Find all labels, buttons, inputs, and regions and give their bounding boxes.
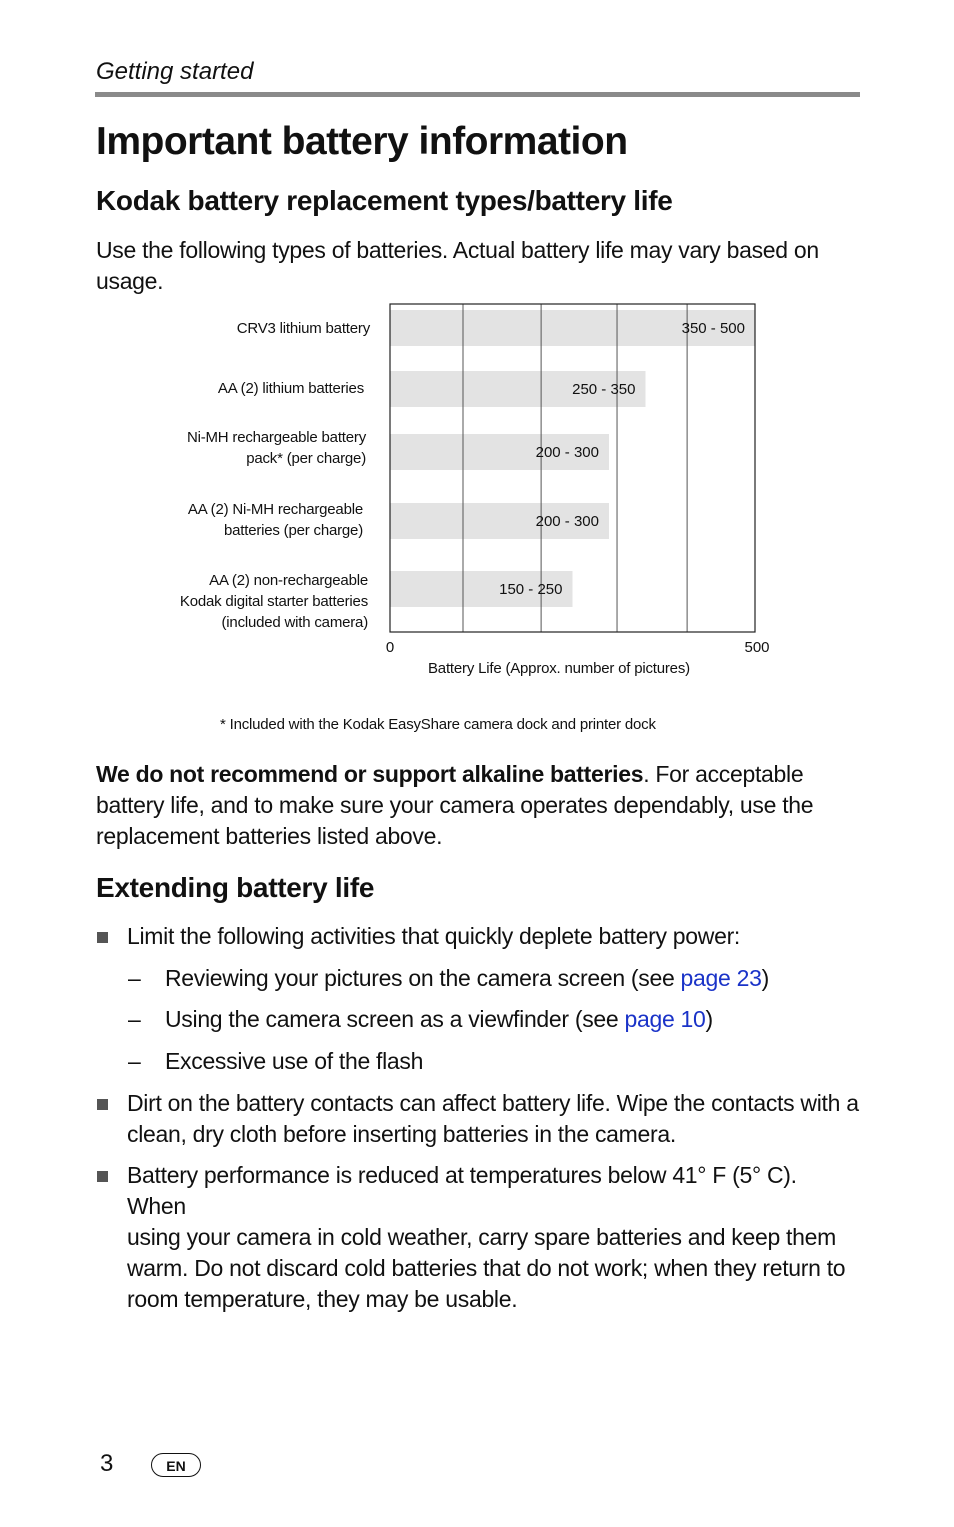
chart-footnote: * Included with the Kodak EasyShare camera dock and printer dock bbox=[220, 716, 656, 733]
bullet-item bbox=[96, 1088, 861, 1150]
sub-item-text: Excessive use of the flash bbox=[165, 1048, 424, 1074]
chart-category-label: AA (2) Ni-MH rechargeable batteries (per charge) bbox=[187, 501, 363, 539]
section-header: Getting started bbox=[96, 58, 254, 85]
chart-category-label: AA (2) lithium batteries bbox=[217, 379, 364, 397]
bullet-text: Battery performance is reduced at temperatures below 41° F (5° C). When using your camera in cold weather, carry spare batteries and keep them warm. Do not discard cold batteries that do not work; when they return to room temperature, they may be usable. bbox=[127, 1162, 846, 1312]
chart-tick-label: 500 bbox=[744, 639, 770, 656]
alkaline-line3: replacement batteries listed above. bbox=[96, 823, 443, 849]
chart-category-label: Ni-MH rechargeable battery pack* (per charge) bbox=[186, 429, 366, 467]
chart-data-label: 200 - 300 bbox=[535, 444, 599, 461]
bullet-item bbox=[96, 1160, 861, 1312]
alkaline-line2: battery life, and to make sure your camera operates dependably, use the bbox=[96, 792, 814, 818]
bullet-square-icon bbox=[97, 932, 108, 943]
battery-life-chart bbox=[150, 300, 790, 685]
battery-types-intro: Use the following types of batteries. Actual battery life may vary based on usage. bbox=[96, 237, 819, 294]
page-link[interactable]: page 23 bbox=[680, 965, 762, 991]
sub-item bbox=[128, 963, 828, 994]
chart-data-label: 250 - 350 bbox=[572, 381, 636, 398]
alkaline-paragraph bbox=[96, 759, 861, 852]
bullet-square-icon bbox=[97, 1099, 108, 1110]
bullet-square-icon bbox=[97, 1171, 108, 1182]
chart-category-label: AA (2) non-rechargeable Kodak digital starter batteries (included with camera) bbox=[179, 571, 368, 631]
chart-data-label: 350 - 500 bbox=[681, 320, 745, 337]
battery-types-heading: Kodak battery replacement types/battery life bbox=[96, 185, 673, 216]
header-rule bbox=[95, 92, 860, 97]
chart-data-label: 200 - 300 bbox=[535, 513, 599, 530]
page-link[interactable]: page 10 bbox=[624, 1006, 706, 1032]
sub-item-text: Reviewing your pictures on the camera screen (see page 23) bbox=[165, 965, 769, 991]
dash-marker: – bbox=[128, 965, 141, 991]
bullet-item bbox=[96, 921, 861, 952]
language-badge: EN bbox=[151, 1453, 201, 1477]
chart-x-axis-label: Battery Life (Approx. number of pictures) bbox=[428, 660, 690, 677]
page-number: 3 bbox=[100, 1450, 114, 1477]
alkaline-bold: We do not recommend or support alkaline batteries bbox=[96, 761, 644, 787]
page-title: Important battery information bbox=[96, 120, 628, 163]
dash-marker: – bbox=[128, 1006, 141, 1032]
bullet-text: Limit the following activities that quickly deplete battery power: bbox=[127, 923, 741, 949]
chart-category-label: CRV3 lithium battery bbox=[236, 319, 370, 337]
sub-item-text: Using the camera screen as a viewfinder (see page 10) bbox=[165, 1006, 713, 1032]
alkaline-line1: . For acceptable bbox=[643, 761, 804, 787]
chart-tick-label: 0 bbox=[385, 639, 395, 656]
sub-item bbox=[128, 1004, 828, 1035]
sub-item bbox=[128, 1046, 828, 1077]
bullet-text: Dirt on the battery contacts can affect battery life. Wipe the contacts with a clean, dry cloth before inserting batteries in the camera. bbox=[127, 1090, 859, 1147]
chart-data-label: 150 - 250 bbox=[499, 581, 563, 598]
extending-heading: Extending battery life bbox=[96, 872, 375, 903]
chart-plot bbox=[150, 300, 790, 685]
dash-marker: – bbox=[128, 1048, 141, 1074]
